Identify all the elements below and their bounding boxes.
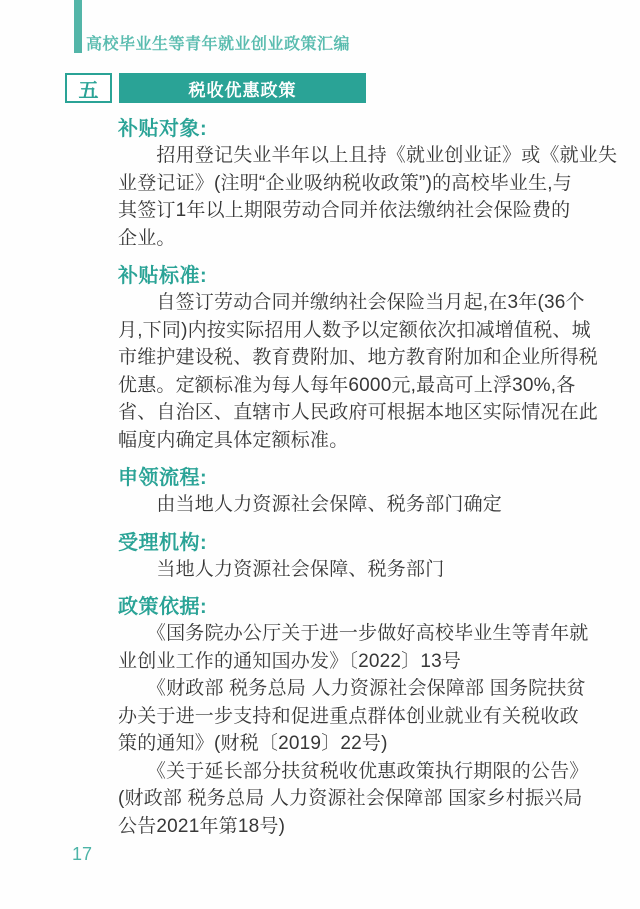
text-line: 《关于延长部分扶贫税收优惠政策执行期限的公告》 [118, 760, 589, 782]
paragraph [118, 620, 588, 675]
text-line: 月,下同)内按实际招用人数予以定额依次扣减增值税、城 [118, 319, 591, 341]
text-line: 省、自治区、直辖市人民政府可根据本地区实际情况在此 [118, 402, 599, 423]
section-banner [65, 73, 366, 103]
section-heading: 政策依据: [118, 596, 208, 618]
paragraph [118, 758, 588, 841]
document-header-title: 高校毕业生等青年就业创业政策汇编 [86, 36, 351, 53]
text-line: 策的通知》(财税〔2019〕22号) [118, 733, 388, 754]
text-line: 其签订1年以上期限劳动合同并依法缴纳社会保险费的 [118, 200, 571, 221]
paragraph [118, 556, 588, 584]
section-title-banner: 税收优惠政策 [119, 73, 366, 103]
content-area [118, 112, 618, 840]
text-line: 自签订劳动合同并缴纳社会保险当月起,在3年(36个 [118, 292, 585, 313]
section-number-badge: 五 [65, 73, 112, 103]
text-line: 市维护建设税、教育费附加、地方教育附加和企业所得税 [118, 347, 599, 368]
paragraph [118, 289, 599, 454]
section-heading: 申领流程: [118, 467, 208, 489]
text-line: 业创业工作的通知国办发》〔2022〕13号 [118, 650, 462, 672]
text-line: 《财政部 税务总局 人力资源社会保障部 国务院扶贫 [118, 678, 586, 699]
text-line: 招用登记失业半年以上且持《就业创业证》或《就业失 [118, 145, 618, 166]
text-line: 由当地人力资源社会保障、税务部门确定 [118, 494, 503, 515]
section-heading: 补贴标准: [118, 265, 208, 287]
text-line: 企业。 [118, 227, 176, 249]
section-heading: 受理机构: [118, 531, 208, 554]
text-line: 公告2021年第18号) [118, 815, 286, 837]
text-line: 《国务院办公厅关于进一步做好高校毕业生等青年就 [118, 623, 589, 644]
page-number: 17 [72, 844, 93, 864]
text-line: (财政部 税务总局 人力资源社会保障部 国家乡村振兴局 [118, 788, 583, 809]
text-line: 业登记证》(注明“企业吸纳税收政策”)的高校毕业生,与 [118, 172, 572, 194]
section-heading: 补贴对象: [118, 118, 208, 140]
paragraph [118, 491, 588, 519]
text-line: 优惠。定额标准为每人每年6000元,最高可上浮30%,各 [118, 374, 576, 396]
text-line: 幅度内确定具体定额标准。 [118, 429, 349, 451]
text-line: 当地人力资源社会保障、税务部门 [118, 558, 445, 580]
header-accent-bar [74, 0, 82, 53]
paragraph [118, 675, 588, 758]
paragraph [118, 142, 618, 252]
text-line: 办关于进一步支持和促进重点群体创业就业有关税收政 [118, 705, 579, 727]
